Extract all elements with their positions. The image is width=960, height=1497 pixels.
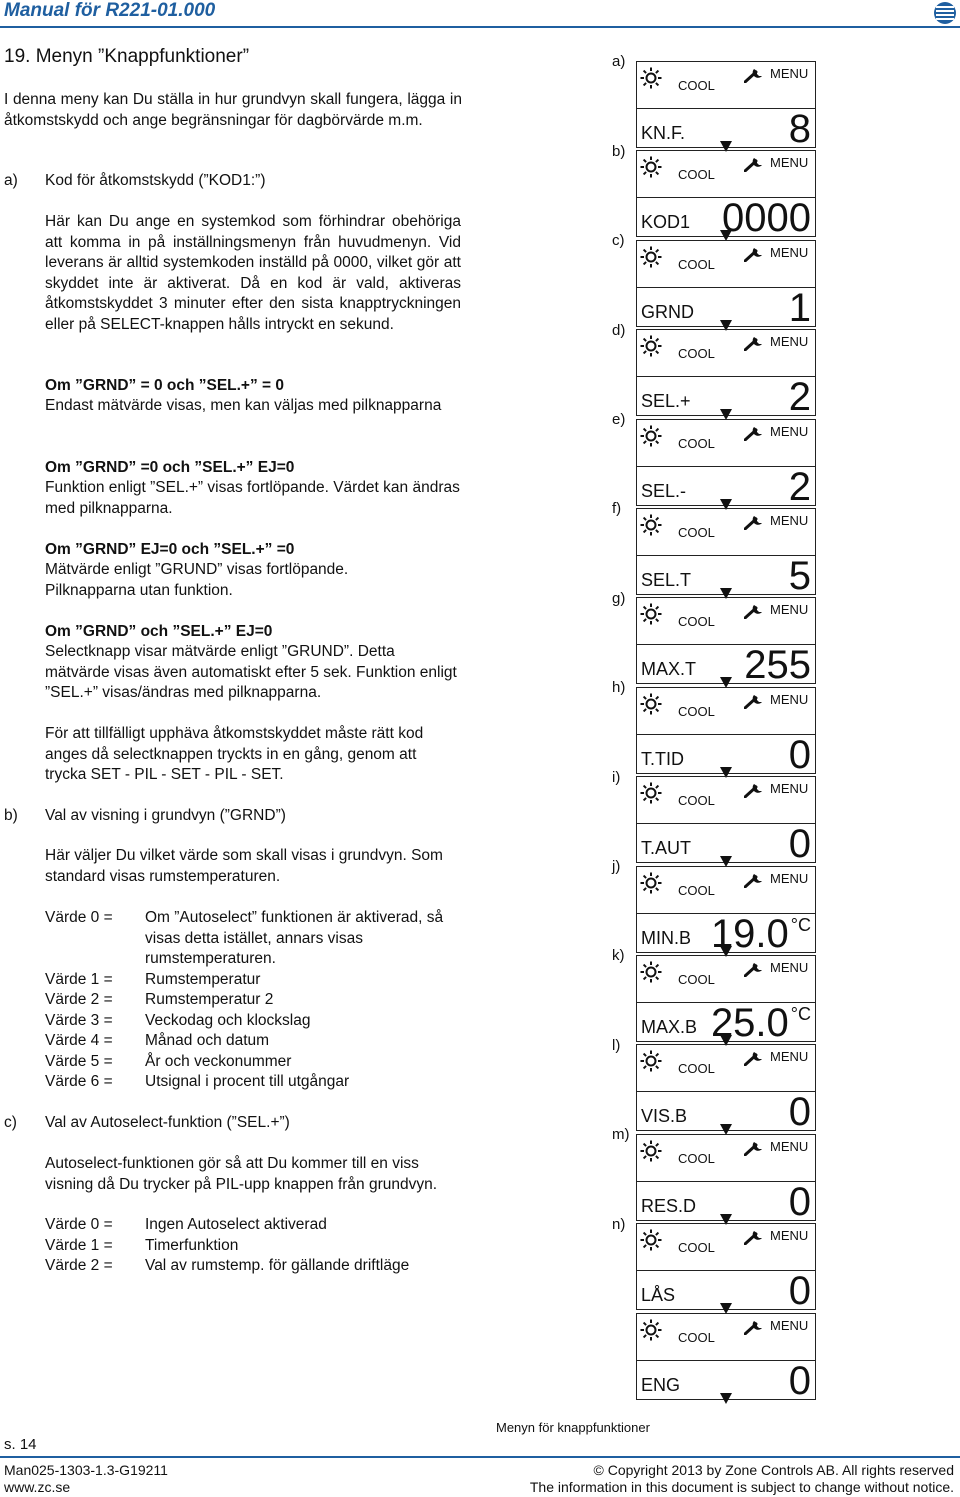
lcd-value-text: 1 [788, 285, 811, 330]
lcd-screen-label: a) [612, 53, 626, 71]
lcd-screen [636, 955, 816, 1044]
menu-indicator: MENU [770, 691, 809, 707]
lcd-value-text: 0 [788, 822, 811, 867]
cool-indicator: COOL [678, 1150, 715, 1166]
condition-1-title: Om ”GRND” = 0 och ”SEL.+” = 0 [45, 377, 285, 394]
lcd-screen-label: h) [612, 679, 626, 697]
lcd-value-text: 0 [788, 1358, 811, 1403]
wrench-icon [744, 67, 766, 83]
sun-icon [640, 246, 662, 268]
value-desc: Månad och datum [145, 1032, 270, 1049]
value-key: Värde 3 = [45, 1012, 113, 1029]
sun-icon [640, 156, 662, 178]
sun-icon [640, 67, 662, 89]
value-desc: Timerfunktion [145, 1237, 239, 1254]
lcd-parameter-value [788, 375, 811, 420]
cool-indicator: COOL [678, 346, 715, 362]
menu-indicator: MENU [770, 513, 809, 528]
header-rule [0, 26, 960, 28]
menu-indicator: MENU [770, 781, 809, 797]
lcd-screen-label: i) [612, 768, 621, 786]
menu-indicator: MENU [770, 960, 809, 975]
lcd-value-text: 0000 [722, 196, 811, 241]
value-key: Värde 0 = [45, 1216, 113, 1233]
cool-indicator: COOL [678, 256, 715, 272]
cool-indicator: COOL [678, 525, 715, 540]
cool-indicator: COOL [678, 614, 715, 630]
lcd-value-text: 0 [788, 732, 811, 777]
lcd-screen [636, 61, 816, 150]
wrench-icon [744, 1050, 766, 1066]
lcd-screen-label: k) [612, 947, 625, 965]
paragraph-c1: Autoselect-funktionen gör så att Du kommer till en viss visning då Du trycker på PIL-upp knappen från grundvyn. [45, 1155, 438, 1193]
value-desc: Ingen Autoselect aktiverad [145, 1216, 327, 1233]
footer-rule [0, 1456, 960, 1458]
section-title: 19. Menyn ”Knappfunktioner” [4, 46, 250, 67]
lcd-screen-label: e) [612, 411, 626, 428]
wrench-icon [744, 514, 766, 530]
value-desc: Utsignal i procent till utgångar [145, 1073, 350, 1090]
menu-indicator: MENU [770, 244, 809, 260]
lcd-unit: °C [790, 914, 811, 935]
copyright: © Copyright 2013 by Zone Controls AB. All rights reserved [593, 1462, 954, 1478]
website: www.zc.se [4, 1479, 71, 1495]
marker-c: c) [4, 1114, 17, 1131]
cool-indicator: COOL [678, 167, 715, 183]
lcd-screen [636, 1313, 816, 1402]
value-key: Värde 2 = [45, 991, 113, 1008]
sun-icon [640, 514, 662, 536]
lcd-value-text: 2 [788, 464, 811, 509]
value-key: Värde 5 = [45, 1053, 113, 1070]
value-key: Värde 4 = [45, 1032, 113, 1049]
lcd-value-text: 0 [788, 1269, 811, 1314]
logo-icon [934, 2, 956, 24]
lcd-parameter-value [788, 732, 811, 777]
lcd-value-text: 5 [788, 554, 811, 598]
sun-icon [640, 1319, 662, 1341]
menu-indicator: MENU [770, 1317, 809, 1333]
sun-icon [640, 1050, 662, 1072]
lcd-parameter-value [788, 1179, 811, 1224]
sun-icon [640, 335, 662, 357]
lcd-value-text: 255 [744, 643, 811, 688]
wrench-icon [744, 1319, 766, 1335]
lcd-value-text: 2 [788, 375, 811, 420]
cool-indicator: COOL [678, 1240, 715, 1256]
menu-indicator: MENU [770, 155, 809, 171]
lcd-screen-label: n) [612, 1215, 626, 1233]
document-id: Man025-1303-1.3-G19211 [4, 1462, 168, 1478]
condition-2-text: Funktion enligt ”SEL.+” visas fortlöpande. Värdet kan ändras med pilknapparna. [45, 479, 460, 517]
condition-4-title: Om ”GRND” och ”SEL.+” EJ=0 [45, 623, 273, 640]
lcd-screen [636, 508, 816, 597]
lcd-parameter-name: KN.F. [641, 123, 686, 143]
lcd-screen-label: l) [612, 1036, 621, 1054]
lcd-screen-label: g) [612, 589, 626, 607]
lcd-parameter-value [788, 285, 811, 330]
lcd-screen-label: c) [612, 232, 625, 250]
lcd-screen [636, 597, 816, 686]
page-number: s. 14 [4, 1436, 37, 1453]
lcd-parameter-name: KOD1 [641, 212, 691, 233]
lcd-screen [636, 329, 816, 418]
figure-caption: Menyn för knappfunktioner [496, 1420, 650, 1435]
condition-4-text: Selectknapp visar mätvärde enligt ”GRUND”. Detta mätvärde visas även automatiskt efter 5 sek. Funktion enligt ”SEL.+” visas/ändras med pilknapparna. [45, 643, 457, 701]
lcd-parameter-name: T.AUT [641, 838, 692, 859]
lcd-screen [636, 1223, 816, 1312]
value-desc: Veckodag och klockslag [145, 1012, 311, 1029]
heading-c: Val av Autoselect-funktion (”SEL.+”) [45, 1114, 290, 1131]
condition-1-text: Endast mätvärde visas, men kan väljas med pilknapparna [45, 397, 442, 414]
heading-b: Val av visning i grundvyn (”GRND”) [45, 807, 286, 824]
value-key: Värde 1 = [45, 971, 113, 988]
value-key: Värde 2 = [45, 1257, 113, 1274]
sun-icon [640, 603, 662, 625]
heading-a: Kod för åtkomstskydd (”KOD1:”) [45, 172, 266, 189]
sun-icon [640, 782, 662, 804]
sun-icon [640, 872, 662, 894]
lcd-screen-label: f) [612, 500, 622, 518]
lcd-parameter-name: VIS.B [641, 1106, 688, 1127]
wrench-icon [744, 1229, 766, 1245]
value-key: Värde 0 = [45, 909, 113, 926]
lcd-value-text: 8 [788, 107, 811, 151]
sun-icon [640, 961, 662, 983]
cool-indicator: COOL [678, 703, 715, 719]
cool-indicator: COOL [678, 1329, 715, 1345]
menu-indicator: MENU [770, 1049, 809, 1065]
value-desc: Rumstemperatur 2 [145, 991, 274, 1008]
arrow-down-icon [720, 1393, 732, 1404]
lcd-parameter-value [789, 556, 811, 596]
lcd-parameter-name: SEL.+ [641, 391, 691, 412]
wrench-icon [744, 693, 766, 709]
sun-icon [640, 1140, 662, 1162]
wrench-icon [744, 425, 766, 441]
marker-a: a) [4, 172, 18, 189]
lcd-parameter-value [788, 1269, 811, 1314]
lcd-parameter-name: MAX.T [641, 659, 697, 680]
lcd-parameter-value [788, 1090, 811, 1135]
wrench-icon [744, 1140, 766, 1156]
sun-icon [640, 425, 662, 447]
lcd-screen [636, 866, 816, 955]
menu-indicator: MENU [770, 423, 809, 439]
lcd-parameter-value [789, 109, 811, 149]
lcd-parameter-name: GRND [641, 301, 694, 322]
lcd-screen-label: m) [612, 1126, 630, 1144]
value-desc: Val av rumstemp. för gällande driftläge [145, 1257, 410, 1274]
lcd-parameter-name: T.TID [641, 748, 684, 769]
value-key: Värde 1 = [45, 1237, 113, 1254]
lcd-parameter-name: SEL.T [641, 570, 692, 590]
lcd-unit: °C [790, 1004, 811, 1024]
lcd-value-text: 0 [788, 1179, 811, 1224]
menu-indicator: MENU [770, 1228, 809, 1244]
lcd-parameter-name: LÅS [641, 1285, 676, 1306]
marker-b: b) [4, 807, 18, 824]
wrench-icon [744, 156, 766, 172]
paragraph-a-last: För att tillfälligt upphäva åtkomstskyddet måste rätt kod anges då selectknappen tryckts in en gång, genom att trycka SET - PIL - SET - PIL - SET. [45, 725, 424, 783]
lcd-screen [636, 1044, 816, 1133]
wrench-icon [744, 603, 766, 619]
lcd-parameter-value [788, 822, 811, 867]
cool-indicator: COOL [678, 793, 715, 809]
lcd-parameter-value [722, 196, 811, 241]
wrench-icon [744, 335, 766, 351]
menu-indicator: MENU [770, 334, 809, 350]
lcd-screen-label: d) [612, 321, 626, 339]
value-desc: Om ”Autoselect” funktionen är aktiverad, så visas detta istället, annars visas rumstemperaturen. [145, 909, 444, 967]
lcd-value-text: 0 [788, 1090, 811, 1135]
lcd-parameter-value [744, 643, 811, 688]
lcd-screen [636, 240, 816, 329]
menu-indicator: MENU [770, 870, 809, 886]
menu-indicator: MENU [770, 66, 809, 81]
paragraph-b1: Här väljer Du vilket värde som skall visas i grundvyn. Som standard visas rumstemperaturen. [45, 847, 443, 885]
condition-2-title: Om ”GRND” =0 och ”SEL.+” EJ=0 [45, 459, 295, 476]
paragraph-a1: Här kan Du ange en systemkod som förhindrar obehöriga att komma in på inställningsmenyn från huvudmenyn. Vid leverans är alltid systemkoden inställd på 0000, vilket gör att skyddet inte är aktiverat. Då en kod är vald, aktiveras åtkomstskyddet 3 minuter efter den sista knapptryckningen eller på SELECT-knappen hålls intryckt en sekund. [45, 213, 461, 333]
value-desc: År och veckonummer [145, 1053, 292, 1070]
sun-icon [640, 1229, 662, 1251]
lcd-parameter-name: ENG [641, 1374, 681, 1395]
lcd-screen [636, 776, 816, 865]
lcd-parameter-name: RES.D [641, 1195, 697, 1216]
wrench-icon [744, 961, 766, 977]
cool-indicator: COOL [678, 435, 715, 451]
value-desc: Rumstemperatur [145, 971, 261, 988]
wrench-icon [744, 872, 766, 888]
lcd-screen-label: j) [612, 858, 621, 875]
value-key: Värde 6 = [45, 1073, 113, 1090]
condition-3-text: Mätvärde enligt ”GRUND” visas fortlöpande. Pilknapparna utan funktion. [45, 561, 349, 599]
lcd-parameter-name: MIN.B [641, 927, 692, 948]
lcd-screen [636, 687, 816, 776]
lcd-parameter-value [788, 1358, 811, 1403]
lcd-value-text: 25.0 [710, 1001, 789, 1045]
manual-title: Manual för R221-01.000 [4, 0, 216, 21]
lcd-parameter-name: MAX.B [641, 1017, 698, 1037]
lcd-screen [636, 150, 816, 239]
condition-3-title: Om ”GRND” EJ=0 och ”SEL.+” =0 [45, 541, 295, 558]
lcd-value-text: 19.0 [710, 911, 789, 956]
wrench-icon [744, 782, 766, 798]
intro-paragraph: I denna meny kan Du ställa in hur grundvyn skall fungera, lägga in åtkomstskydd och ange begränsningar för dagbörvärde m.m. [4, 91, 462, 129]
cool-indicator: COOL [678, 78, 715, 93]
lcd-parameter-name: SEL.- [641, 480, 687, 501]
cool-indicator: COOL [678, 882, 715, 898]
lcd-parameter-value [788, 464, 811, 509]
lcd-screen [636, 419, 816, 508]
menu-indicator: MENU [770, 1138, 809, 1154]
cool-indicator: COOL [678, 1061, 715, 1077]
disclaimer: The information in this document is subject to change without notice. [529, 1479, 954, 1495]
cool-indicator: COOL [678, 972, 715, 987]
menu-indicator: MENU [770, 602, 809, 618]
sun-icon [640, 693, 662, 715]
page-header [0, 0, 960, 40]
lcd-screen-label: b) [612, 142, 626, 160]
lcd-screen [636, 1134, 816, 1223]
wrench-icon [744, 246, 766, 262]
